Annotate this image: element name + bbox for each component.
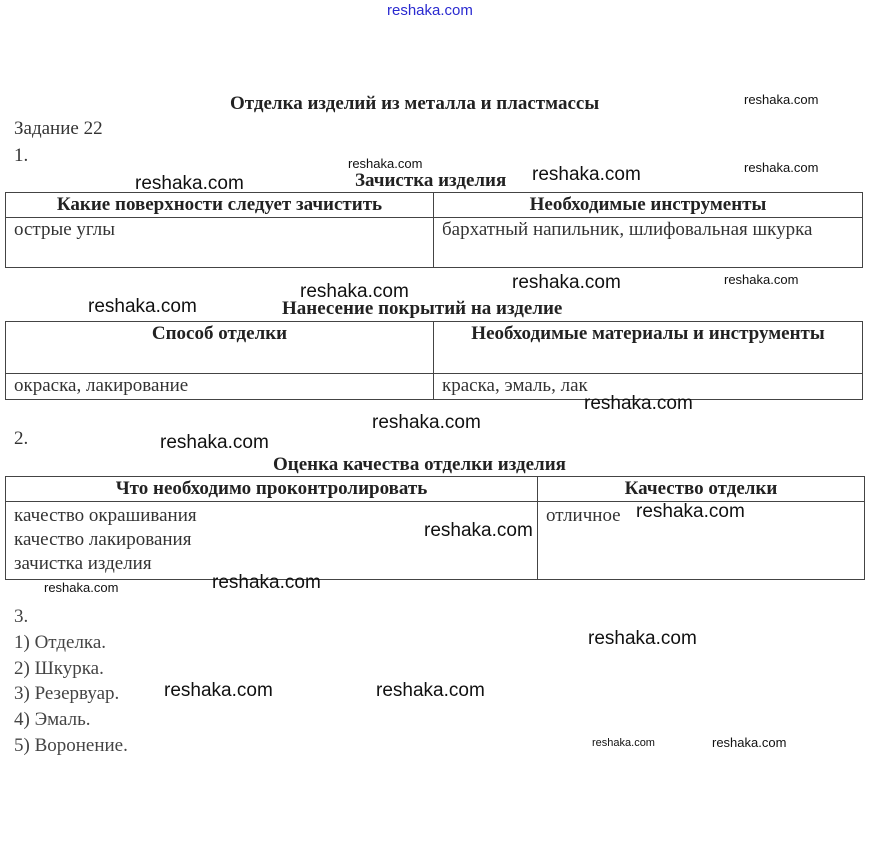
- site-header[interactable]: reshaka.com: [387, 2, 473, 19]
- watermark: reshaka.com: [164, 680, 273, 701]
- answer-item: 3) Резервуар.: [14, 683, 120, 704]
- answer-item: 5) Воронение.: [14, 735, 128, 756]
- table-header-cell: Какие поверхности следует зачистить: [6, 193, 434, 218]
- watermark: reshaka.com: [744, 92, 819, 107]
- coating-table: [5, 321, 863, 400]
- section-2-number: 2.: [14, 428, 29, 449]
- watermark: reshaka.com: [588, 628, 697, 649]
- watermark: reshaka.com: [592, 737, 655, 749]
- table-header-cell: Необходимые материалы и инструменты: [434, 322, 863, 374]
- watermark: reshaka.com: [212, 572, 321, 593]
- table-cell: качество окрашивания качество лакирования зачистка изделия: [6, 502, 538, 580]
- table-cell: окраска, лакирование: [6, 374, 434, 400]
- watermark: reshaka.com: [44, 580, 119, 595]
- table-cell: острые углы: [6, 218, 434, 268]
- table3-caption: Оценка качества отделки изделия: [273, 454, 566, 475]
- table-header-row: [6, 193, 863, 218]
- watermark: reshaka.com: [160, 432, 269, 453]
- table-header-cell: Способ отделки: [6, 322, 434, 374]
- answer-item: 1) Отделка.: [14, 632, 107, 653]
- answer-item: 2) Шкурка.: [14, 658, 104, 679]
- watermark: reshaka.com: [512, 272, 621, 293]
- watermark: reshaka.com: [712, 735, 787, 750]
- section-1-number: 1.: [14, 145, 29, 166]
- watermark: reshaka.com: [636, 501, 745, 522]
- watermark: reshaka.com: [135, 173, 244, 194]
- watermark: reshaka.com: [724, 272, 799, 287]
- watermark: reshaka.com: [744, 160, 819, 175]
- watermark: reshaka.com: [424, 520, 533, 541]
- table-cell: краска, эмаль, лак: [434, 374, 863, 400]
- cleaning-table: [5, 192, 863, 268]
- table1-caption: Зачистка изделия: [355, 170, 507, 191]
- answer-item: 4) Эмаль.: [14, 709, 91, 730]
- watermark: reshaka.com: [348, 156, 423, 171]
- task-label: Задание 22: [14, 118, 103, 139]
- watermark: reshaka.com: [372, 412, 481, 433]
- watermark: reshaka.com: [88, 296, 197, 317]
- table-row: [6, 218, 863, 268]
- table-header-cell: Качество отделки: [538, 477, 865, 502]
- table-cell: бархатный напильник, шлифовальная шкурка: [434, 218, 863, 268]
- table-header-row: [6, 322, 863, 374]
- table-cell: отличное: [538, 502, 865, 580]
- table2-caption: Нанесение покрытий на изделие: [282, 298, 563, 319]
- table-header-cell: Что необходимо проконтролировать: [6, 477, 538, 502]
- table-header-cell: Необходимые инструменты: [434, 193, 863, 218]
- watermark: reshaka.com: [300, 281, 409, 302]
- section-3-number: 3.: [14, 606, 29, 627]
- document-title: Отделка изделий из металла и пластмассы: [230, 93, 600, 114]
- watermark: reshaka.com: [376, 680, 485, 701]
- watermark: reshaka.com: [532, 164, 641, 185]
- watermark: reshaka.com: [584, 393, 693, 414]
- table-row: [6, 374, 863, 400]
- table-header-row: [6, 477, 865, 502]
